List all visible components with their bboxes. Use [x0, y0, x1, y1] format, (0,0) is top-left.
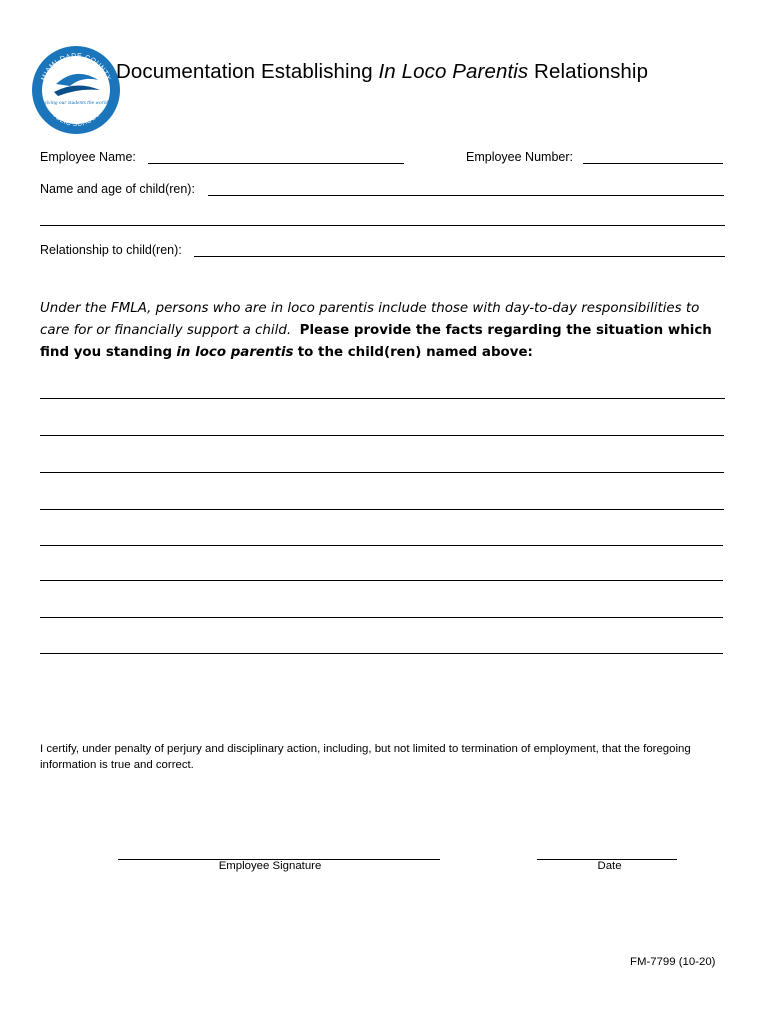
children-field[interactable] [208, 195, 724, 196]
employee-name-label: Employee Name: [40, 150, 136, 164]
instructions-italic: Under the FMLA, persons who are in loco parentis include those with day-to-day responsibilities to care for or financially support a child. [40, 301, 700, 338]
children-field-line-2[interactable] [40, 225, 725, 226]
employee-name-field[interactable] [148, 163, 404, 164]
title-text: Documentation Establishing [116, 60, 379, 83]
employee-signature-label: Employee Signature [218, 860, 322, 872]
answer-line-2[interactable] [40, 435, 724, 436]
answer-line-8[interactable] [40, 653, 723, 654]
logo-text-bottom: PUBLIC SCHOOLS [47, 107, 105, 129]
logo-text-top: MIAMI-DADE COUNTY [40, 52, 112, 82]
relationship-field[interactable] [194, 256, 725, 257]
employee-number-label: Employee Number: [466, 150, 573, 164]
instructions-paragraph [40, 298, 730, 364]
date-label: Date [597, 860, 622, 872]
district-logo [30, 44, 122, 136]
answer-line-1[interactable] [40, 398, 725, 399]
page-title [116, 60, 648, 84]
answer-line-6[interactable] [40, 580, 723, 581]
title-italic-text: In Loco Parentis [378, 60, 529, 83]
certification-text: I certify, under penalty of perjury and disciplinary action, including, but not limited to termination of employment, that the foregoing information is true and correct. [40, 743, 691, 771]
logo-text-middle: giving our students the world [43, 100, 109, 106]
answer-line-4[interactable] [40, 509, 724, 510]
title-text-end: Relationship [528, 60, 649, 83]
employee-number-field[interactable] [583, 163, 723, 164]
instructions-bold-italic: in loco parentis [176, 345, 294, 360]
answer-line-5[interactable] [40, 545, 723, 546]
instructions-bold: Please provide the facts regarding the situation which find you standing [40, 323, 712, 360]
relationship-label: Relationship to child(ren): [40, 243, 182, 257]
instructions-bold-end: to the child(ren) named above: [297, 345, 533, 360]
answer-line-3[interactable] [40, 472, 724, 473]
answer-line-7[interactable] [40, 617, 723, 618]
children-label: Name and age of child(ren): [40, 182, 195, 196]
form-number: FM-7799 (10-20) [630, 956, 716, 968]
